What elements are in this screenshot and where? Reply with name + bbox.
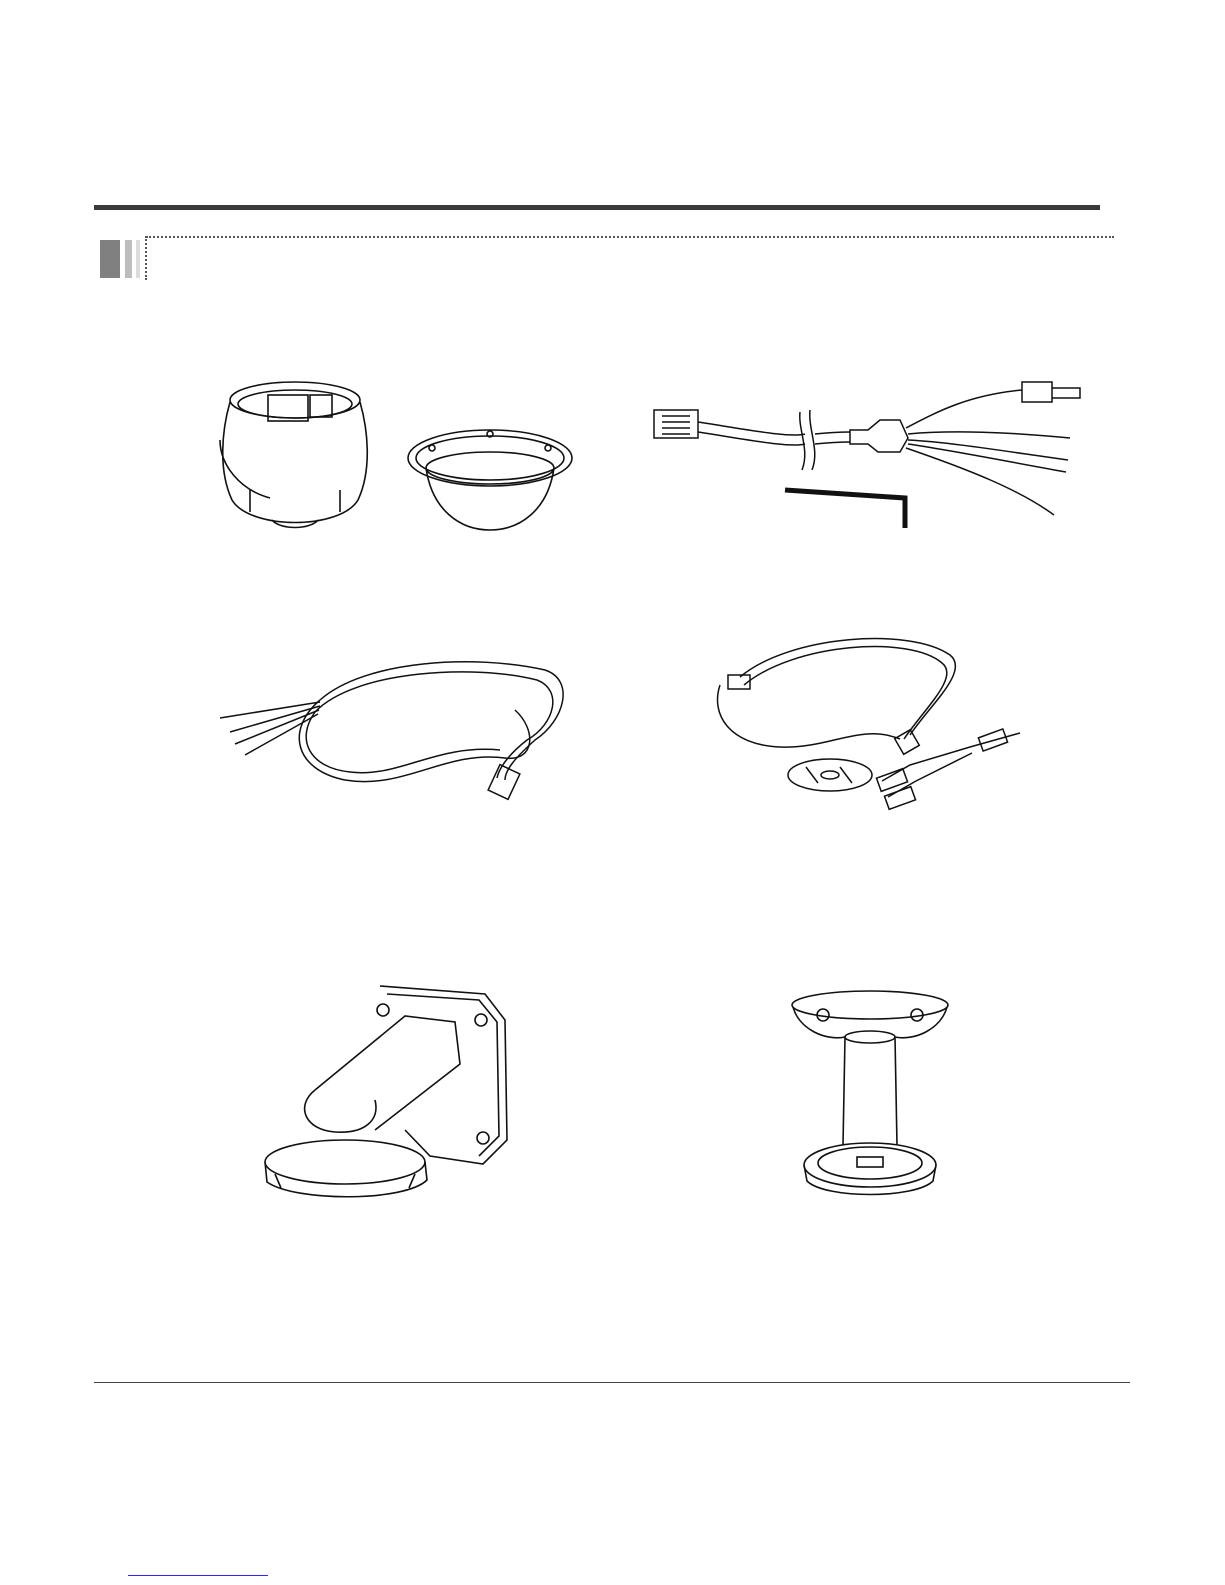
wire-harness-icon xyxy=(215,640,575,800)
wall-bracket-icon xyxy=(255,980,535,1210)
header-bar-dark xyxy=(100,240,120,278)
pendant-mount-icon xyxy=(785,985,955,1210)
bottom-rule xyxy=(94,1382,1130,1383)
header-dotted-rule xyxy=(146,236,1114,238)
wired-cable-loop xyxy=(215,640,575,800)
cable-icon xyxy=(650,380,1090,530)
dome-camera-icon xyxy=(210,370,580,545)
cd-icon xyxy=(710,635,1050,815)
lan-cable-cd-and-splitter xyxy=(710,635,1050,815)
pendant-mount-bracket xyxy=(785,985,955,1210)
camera-body-and-dome-cover xyxy=(210,370,580,545)
header-bar-light xyxy=(136,240,140,278)
footer-link-underline[interactable] xyxy=(128,1575,268,1576)
cable-assembly-and-l-wrench xyxy=(650,380,1090,530)
top-rule xyxy=(94,205,1100,210)
header-bar-mid xyxy=(125,240,132,278)
wall-mount-bracket xyxy=(255,980,535,1210)
header-dotted-edge xyxy=(145,236,147,280)
section-header xyxy=(100,236,1115,282)
